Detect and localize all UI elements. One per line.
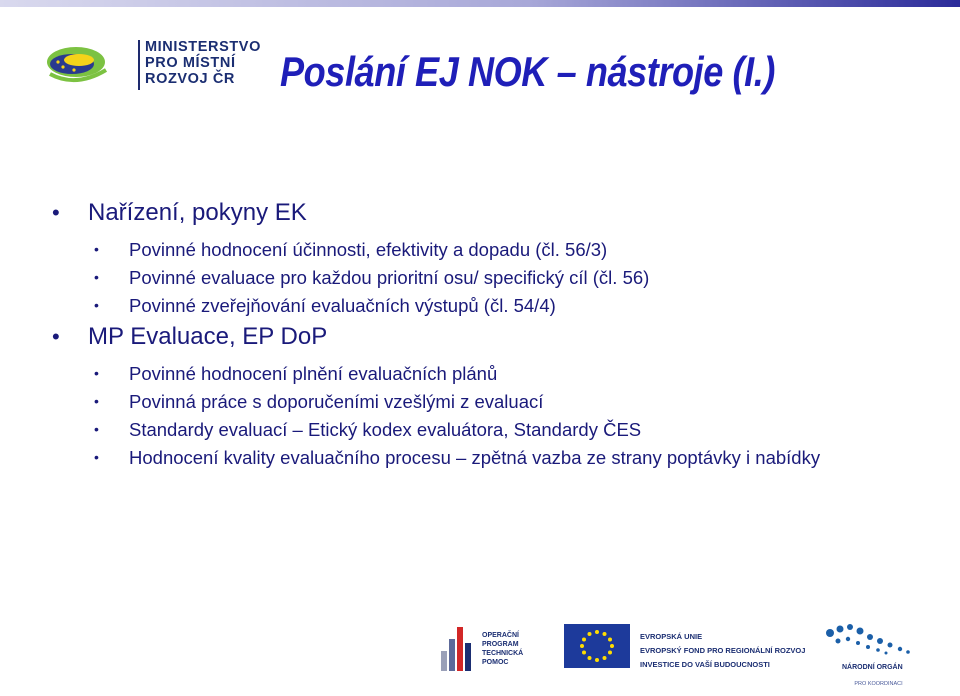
national-authority-title: NÁRODNÍ ORGÁN — [842, 664, 903, 671]
list-item-text: Povinná práce s doporučeními vzešlými z evaluací — [129, 391, 544, 412]
list-item-text: Povinné hodnocení účinnosti, efektivity a dopadu (čl. 56/3) — [129, 239, 608, 260]
list-item-text: Povinné zveřejňování evaluačních výstupů (čl. 54/4) — [129, 295, 556, 316]
national-authority-logo-text — [842, 656, 903, 696]
footer-logos — [0, 615, 960, 687]
eu-flag-icon — [564, 624, 630, 668]
bullet-dot-icon: • — [52, 200, 60, 225]
national-authority-subtitle: PRO KOORDINACI — [854, 681, 903, 687]
list-item — [52, 266, 912, 289]
list-item-text: Povinné evaluace pro každou prioritní osu/ specifický cíl (čl. 56) — [129, 267, 650, 288]
list-item-text: Povinné hodnocení plnění evaluačních plánů — [129, 363, 498, 384]
ministry-emblem-icon — [46, 40, 128, 90]
slide-content — [52, 198, 912, 474]
bullet-heading-text: MP Evaluace, EP DoP — [88, 323, 328, 350]
list-item — [52, 362, 912, 385]
bullet-dot-icon: • — [94, 269, 99, 285]
list-item — [52, 294, 912, 317]
list-item-text: Hodnocení kvality evaluačního procesu – zpětná vazba ze strany poptávky i nabídky — [129, 447, 821, 468]
bullet-dot-icon: • — [52, 324, 60, 349]
section-regulations — [52, 198, 912, 317]
bullet-dot-icon: • — [94, 241, 99, 257]
list-item-text: Standardy evaluací – Etický kodex evaluátora, Standardy ČES — [129, 419, 642, 440]
bullet-dot-icon: • — [94, 297, 99, 313]
list-item — [52, 238, 912, 261]
ministry-logo — [46, 40, 266, 90]
bullet-dot-icon: • — [94, 449, 99, 465]
list-item — [52, 446, 912, 469]
list-item — [52, 418, 912, 441]
list-item — [52, 390, 912, 413]
bullet-dot-icon: • — [94, 421, 99, 437]
section-evaluation — [52, 322, 912, 469]
national-authority-dots-icon — [824, 619, 910, 657]
bullet-dot-icon: • — [94, 365, 99, 381]
top-accent-bar — [0, 0, 960, 7]
bullet-heading — [52, 198, 912, 228]
ministry-logo-text: MINISTERSTVO PRO MÍSTNÍ ROZVOJ ČR — [145, 39, 261, 87]
op-tp-logo-text: OPERAČNÍ PROGRAM TECHNICKÁ POMOC — [482, 632, 524, 666]
bullet-heading — [52, 322, 912, 352]
bullet-dot-icon: • — [94, 393, 99, 409]
op-tp-bars-icon — [441, 621, 477, 671]
bullet-heading-text: Nařízení, pokyny EK — [88, 199, 307, 226]
slide-title: Poslání EJ NOK – nástroje (I.) — [280, 48, 775, 95]
logo-divider — [138, 40, 140, 90]
eu-logo-text: EVROPSKÁ UNIE EVROPSKÝ FOND PRO REGIONÁLNÍ ROZVOJ INVESTICE DO VAŠÍ BUDOUCNOSTI — [640, 632, 806, 669]
